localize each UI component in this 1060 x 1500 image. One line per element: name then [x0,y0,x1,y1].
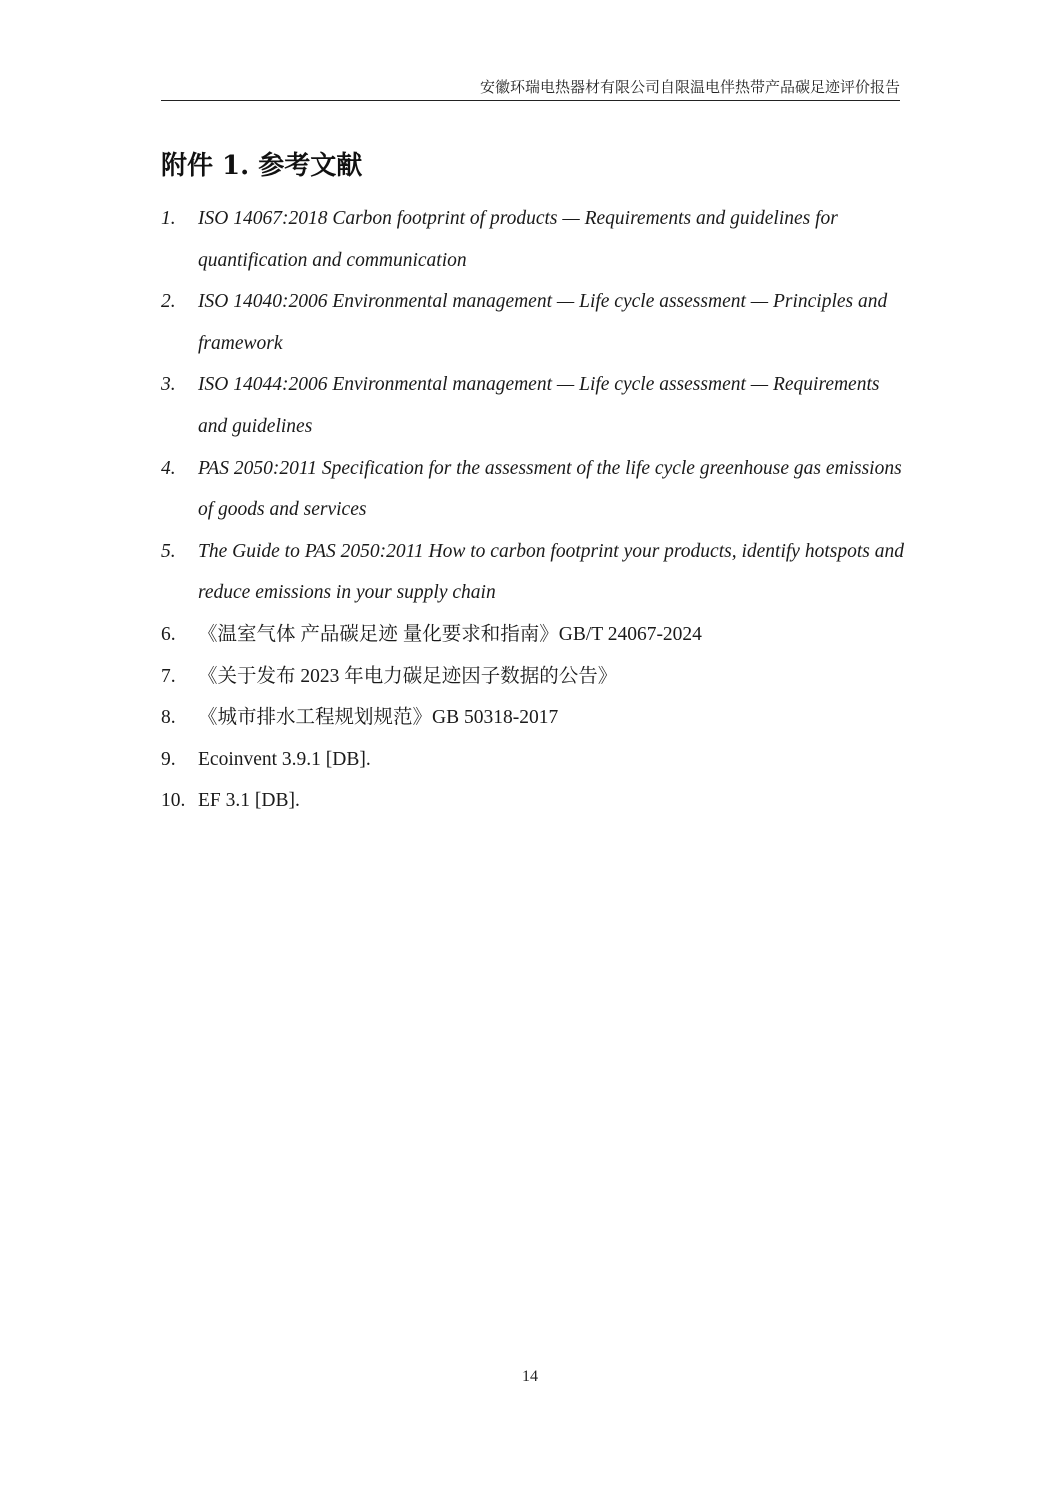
reference-item [161,531,906,614]
reference-text: 《关于发布 2023 年电力碳足迹因子数据的公告》 [198,665,618,687]
reference-text: ISO 14040:2006 Environmental management — Life cycle assessment — Principles and framework [198,291,888,354]
reference-item [161,281,906,364]
reference-number: 7. [161,665,176,687]
reference-number: 1. [161,208,176,229]
reference-item [161,198,906,281]
page-number: 14 [522,1368,538,1385]
reference-item [161,364,906,447]
reference-number: 3. [161,374,176,396]
appendix-title: 附件 1. 参考文献 [161,151,363,181]
header-title: 安徽环瑞电热器材有限公司自限温电伴热带产品碳足迹评价报告 [479,78,900,96]
reference-text: EF 3.1 [DB]. [198,790,300,812]
reference-text: ISO 14067:2018 Carbon footprint of products — Requirements and guidelines for quantification and communication [198,208,838,271]
reference-number: 8. [161,707,176,729]
reference-item [161,697,906,739]
reference-list [161,198,906,822]
reference-number: 4. [161,457,176,479]
reference-item [161,656,906,698]
running-header [161,76,900,101]
reference-number: 5. [161,540,176,562]
reference-text: 《温室气体 产品碳足迹 量化要求和指南》GB/T 24067-2024 [198,623,702,645]
reference-text: The Guide to PAS 2050:2011 How to carbon footprint your products, identify hotspots and reduce emissions in your supply chain [198,540,904,604]
reference-item [161,780,906,822]
reference-text: Ecoinvent 3.9.1 [DB]. [198,748,371,770]
reference-text: ISO 14044:2006 Environmental management — Life cycle assessment — Requirements and guidelines [198,374,880,437]
reference-item [161,448,906,531]
reference-number: 9. [161,748,176,770]
reference-item [161,614,906,656]
reference-number: 2. [161,291,176,313]
reference-text: 《城市排水工程规划规范》GB 50318-2017 [198,707,559,729]
reference-number: 10. [161,790,186,812]
reference-number: 6. [161,623,176,645]
reference-text: PAS 2050:2011 Specification for the assessment of the life cycle greenhouse gas emissions of goods and services [198,457,902,521]
reference-item [161,739,906,781]
